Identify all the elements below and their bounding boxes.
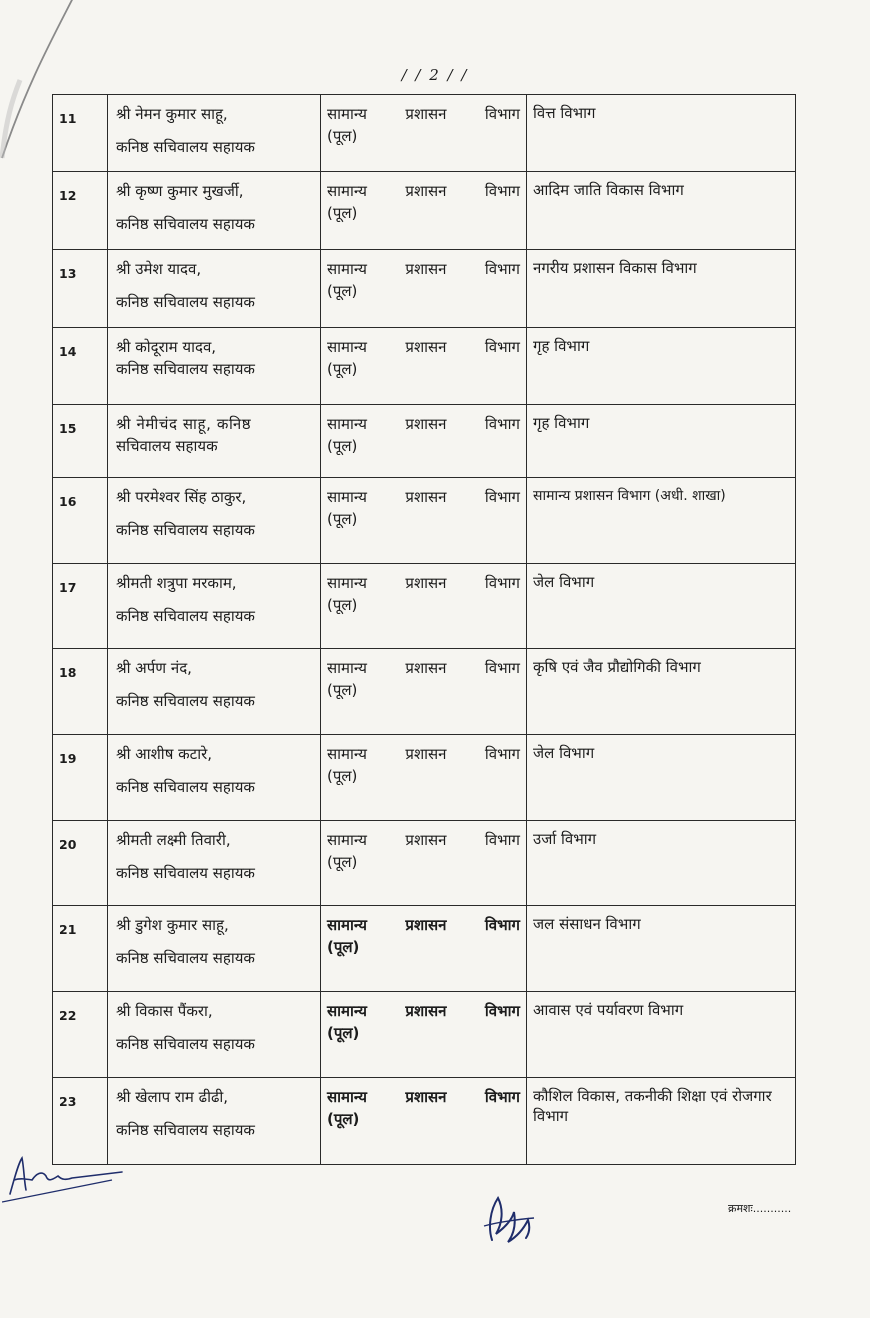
from-department-cell [321, 172, 527, 250]
table-row [53, 95, 796, 172]
from-word: प्रशासन [405, 574, 447, 592]
employee-cell [108, 250, 321, 328]
table-row [53, 735, 796, 821]
employee-designation: कनिष्ठ सचिवालय सहायक [116, 293, 255, 311]
serial-number: 15 [53, 405, 108, 478]
employee-designation: कनिष्ठ सचिवालय सहायक [116, 1121, 255, 1139]
serial-number: 17 [53, 564, 108, 649]
from-word: सामान्य [327, 574, 368, 592]
from-department-cell [321, 992, 527, 1078]
employee-name: श्री नेमन कुमार साहू, [116, 105, 228, 123]
from-word: सामान्य [327, 182, 368, 200]
employee-name: श्रीमती लक्ष्मी तिवारी, [116, 831, 231, 849]
from-word: प्रशासन [405, 415, 447, 433]
to-department: आदिम जाति विकास विभाग [527, 172, 796, 250]
serial-number: 13 [53, 250, 108, 328]
from-word: सामान्य [327, 338, 368, 356]
employee-designation: कनिष्ठ सचिवालय सहायक [116, 138, 255, 156]
serial-number: 22 [53, 992, 108, 1078]
to-department: नगरीय प्रशासन विकास विभाग [527, 250, 796, 328]
table-row [53, 172, 796, 250]
employee-designation: कनिष्ठ सचिवालय सहायक [116, 1035, 255, 1053]
to-department: सामान्य प्रशासन विभाग (अधी. शाखा) [527, 478, 796, 564]
employee-cell [108, 1078, 321, 1165]
page-number: / / 2 / / [401, 66, 469, 84]
from-word: प्रशासन [405, 1088, 447, 1106]
from-word: सामान्य [327, 659, 368, 677]
table-row [53, 250, 796, 328]
from-pool: (पूल) [327, 510, 358, 528]
employee-name: श्री उमेश यादव, [116, 260, 202, 278]
from-word: प्रशासन [405, 745, 447, 763]
from-department-cell [321, 95, 527, 172]
from-pool: (पूल) [327, 1110, 360, 1128]
employee-cell [108, 405, 321, 478]
from-word: सामान्य [327, 831, 368, 849]
from-department-cell [321, 478, 527, 564]
from-word: सामान्य [327, 1088, 368, 1106]
from-word: विभाग [484, 1088, 520, 1106]
employee-cell [108, 992, 321, 1078]
from-word: प्रशासन [405, 1002, 447, 1020]
employee-cell [108, 735, 321, 821]
employee-designation: कनिष्ठ सचिवालय सहायक [116, 607, 255, 625]
employee-cell [108, 564, 321, 649]
from-word: विभाग [484, 659, 520, 677]
to-department: कृषि एवं जैव प्रौद्योगिकी विभाग [527, 649, 796, 735]
employee-designation: कनिष्ठ सचिवालय सहायक [116, 778, 255, 796]
from-word: विभाग [484, 338, 520, 356]
serial-number: 14 [53, 328, 108, 405]
from-department-cell [321, 405, 527, 478]
signature-center [478, 1190, 548, 1250]
from-word: सामान्य [327, 488, 368, 506]
employee-designation: कनिष्ठ सचिवालय सहायक [116, 521, 255, 539]
serial-number: 19 [53, 735, 108, 821]
serial-number: 21 [53, 906, 108, 992]
employee-cell [108, 95, 321, 172]
employee-name: श्री डुगेश कुमार साहू, [116, 916, 229, 934]
from-word: विभाग [484, 831, 520, 849]
employee-name: श्री कृष्ण कुमार मुखर्जी, [116, 182, 244, 200]
employee-cell [108, 328, 321, 405]
from-word: सामान्य [327, 260, 368, 278]
employee-cell [108, 649, 321, 735]
employee-designation: कनिष्ठ सचिवालय सहायक [116, 360, 255, 378]
from-word: विभाग [484, 182, 520, 200]
from-pool: (पूल) [327, 204, 358, 222]
serial-number: 20 [53, 821, 108, 906]
to-department: गृह विभाग [527, 405, 796, 478]
from-word: प्रशासन [405, 659, 447, 677]
employee-designation: सचिवालय सहायक [116, 437, 218, 455]
employee-cell [108, 906, 321, 992]
to-department: वित्त विभाग [527, 95, 796, 172]
from-pool: (पूल) [327, 767, 358, 785]
to-department: आवास एवं पर्यावरण विभाग [527, 992, 796, 1078]
from-pool: (पूल) [327, 938, 360, 956]
to-department: जल संसाधन विभाग [527, 906, 796, 992]
employee-designation: कनिष्ठ सचिवालय सहायक [116, 949, 255, 967]
from-word: विभाग [484, 574, 520, 592]
from-word: प्रशासन [405, 182, 447, 200]
table-row [53, 992, 796, 1078]
from-word: प्रशासन [405, 831, 447, 849]
from-department-cell [321, 1078, 527, 1165]
from-word: सामान्य [327, 1002, 368, 1020]
table-row [53, 328, 796, 405]
from-pool: (पूल) [327, 127, 358, 145]
table-row [53, 649, 796, 735]
table-row [53, 478, 796, 564]
employee-cell [108, 172, 321, 250]
employee-name: श्री परमेश्वर सिंह ठाकुर, [116, 488, 247, 506]
from-department-cell [321, 649, 527, 735]
to-department: जेल विभाग [527, 735, 796, 821]
from-department-cell [321, 328, 527, 405]
from-word: विभाग [484, 415, 520, 433]
to-department: जेल विभाग [527, 564, 796, 649]
to-department: कौशिल विकास, तकनीकी शिक्षा एवं रोजगार विभाग [527, 1078, 796, 1165]
from-word: विभाग [484, 105, 520, 123]
table-row [53, 906, 796, 992]
from-pool: (पूल) [327, 1024, 360, 1042]
employee-name: श्री अर्पण नंद, [116, 659, 192, 677]
table-row [53, 821, 796, 906]
employee-designation: कनिष्ठ सचिवालय सहायक [116, 864, 255, 882]
continued-marker: क्रमशः........... [728, 1202, 792, 1215]
from-word: विभाग [484, 488, 520, 506]
serial-number: 23 [53, 1078, 108, 1165]
employee-designation: कनिष्ठ सचिवालय सहायक [116, 692, 255, 710]
from-pool: (पूल) [327, 681, 358, 699]
from-word: सामान्य [327, 105, 368, 123]
employee-name: श्री कोदूराम यादव, [116, 338, 217, 356]
employee-cell [108, 478, 321, 564]
serial-number: 18 [53, 649, 108, 735]
serial-number: 11 [53, 95, 108, 172]
from-pool: (पूल) [327, 437, 358, 455]
from-word: विभाग [484, 916, 520, 934]
from-department-cell [321, 735, 527, 821]
table-row [53, 1078, 796, 1165]
from-word: विभाग [484, 1002, 520, 1020]
from-pool: (पूल) [327, 853, 358, 871]
employee-designation: कनिष्ठ सचिवालय सहायक [116, 215, 255, 233]
from-pool: (पूल) [327, 360, 358, 378]
from-word: सामान्य [327, 415, 368, 433]
employee-name: श्री नेमीचंद साहू, कनिष्ठ [116, 415, 252, 433]
to-department: उर्जा विभाग [527, 821, 796, 906]
serial-number: 16 [53, 478, 108, 564]
transfer-table [52, 94, 796, 1165]
table-row [53, 405, 796, 478]
from-word: प्रशासन [405, 260, 447, 278]
from-department-cell [321, 906, 527, 992]
from-department-cell [321, 250, 527, 328]
from-word: विभाग [484, 260, 520, 278]
from-pool: (पूल) [327, 282, 358, 300]
table-row [53, 564, 796, 649]
from-word: प्रशासन [405, 105, 447, 123]
serial-number: 12 [53, 172, 108, 250]
from-department-cell [321, 564, 527, 649]
to-department: गृह विभाग [527, 328, 796, 405]
employee-name: श्री खेलाप राम ढीढी, [116, 1088, 229, 1106]
from-word: सामान्य [327, 916, 368, 934]
employee-name: श्रीमती शत्रुपा मरकाम, [116, 574, 237, 592]
employee-cell [108, 821, 321, 906]
from-word: प्रशासन [405, 338, 447, 356]
employee-name: श्री विकास पैंकरा, [116, 1002, 213, 1020]
employee-name: श्री आशीष कटारे, [116, 745, 212, 763]
from-word: प्रशासन [405, 916, 447, 934]
from-word: प्रशासन [405, 488, 447, 506]
from-word: विभाग [484, 745, 520, 763]
from-pool: (पूल) [327, 596, 358, 614]
from-department-cell [321, 821, 527, 906]
from-word: सामान्य [327, 745, 368, 763]
